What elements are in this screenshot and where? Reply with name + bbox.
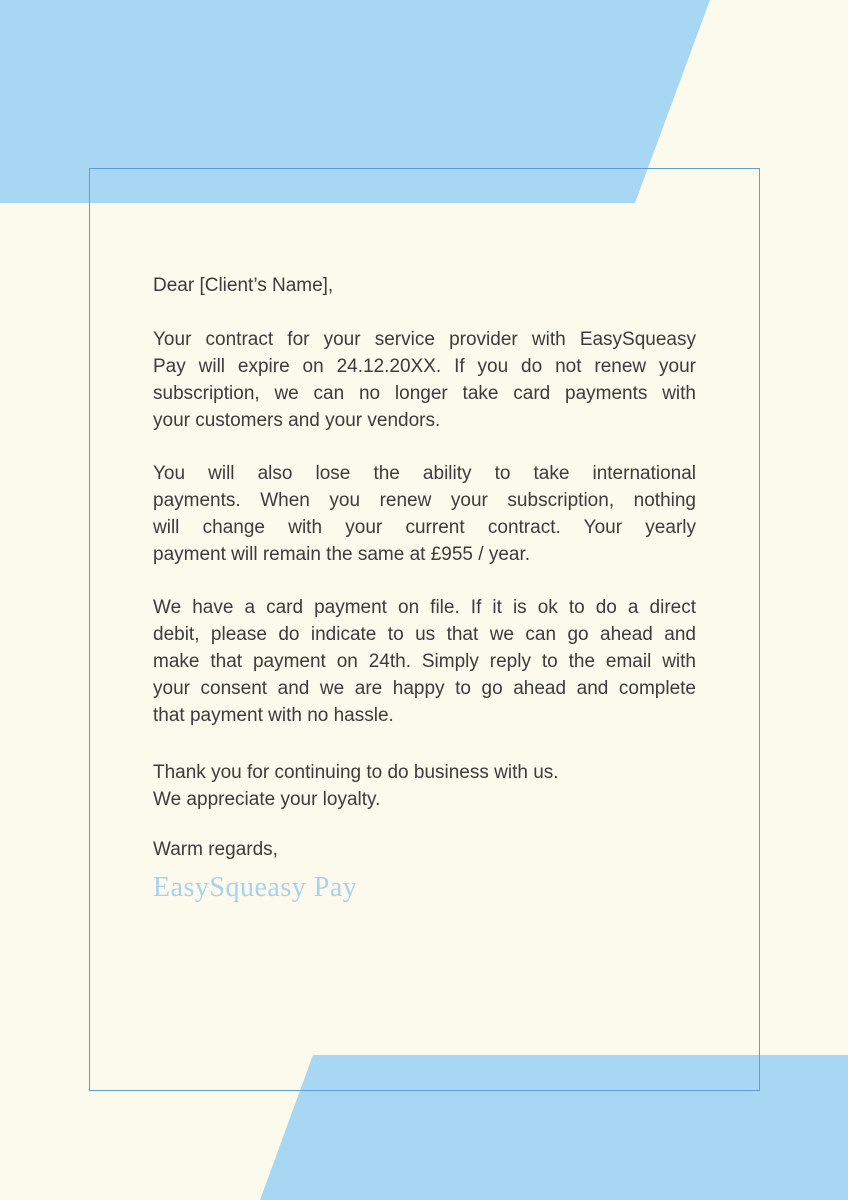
letter-line: subscription, we can no longer take card payments with	[153, 383, 696, 404]
letter-paragraph-3	[153, 594, 696, 729]
letter-paragraph-1	[153, 326, 696, 434]
salutation: Dear [Client’s Name],	[153, 275, 334, 296]
letter-line: will change with your current contract. Your yearly	[153, 517, 696, 538]
closing-line: We appreciate your loyalty.	[153, 789, 381, 810]
letter-line: your customers and your vendors.	[153, 410, 441, 431]
letter-line: Your contract for your service provider with EasySqueasy	[153, 329, 696, 350]
letter-paragraph-2	[153, 460, 696, 568]
closing-line: Thank you for continuing to do business with us.	[153, 762, 559, 783]
letter-line: debit, please do indicate to us that we can go ahead and	[153, 624, 696, 645]
closing-block	[153, 759, 696, 813]
letter-line: payments. When you renew your subscription, nothing	[153, 490, 696, 511]
letter-content	[153, 272, 696, 905]
letter-line: payment will remain the same at £955 / year.	[153, 544, 531, 565]
letter-line: that payment with no hassle.	[153, 705, 394, 726]
company-signature: EasySqueasy Pay	[153, 872, 358, 903]
letter-line: make that payment on 24th. Simply reply to the email with	[153, 651, 696, 672]
letter-line: You will also lose the ability to take international	[153, 463, 696, 484]
letter-line: your consent and we are happy to go ahead and complete	[153, 678, 696, 699]
signoff: Warm regards,	[153, 839, 278, 860]
letter-line: We have a card payment on file. If it is ok to do a direct	[153, 597, 696, 618]
letter-line: Pay will expire on 24.12.20XX. If you do not renew your	[153, 356, 696, 377]
